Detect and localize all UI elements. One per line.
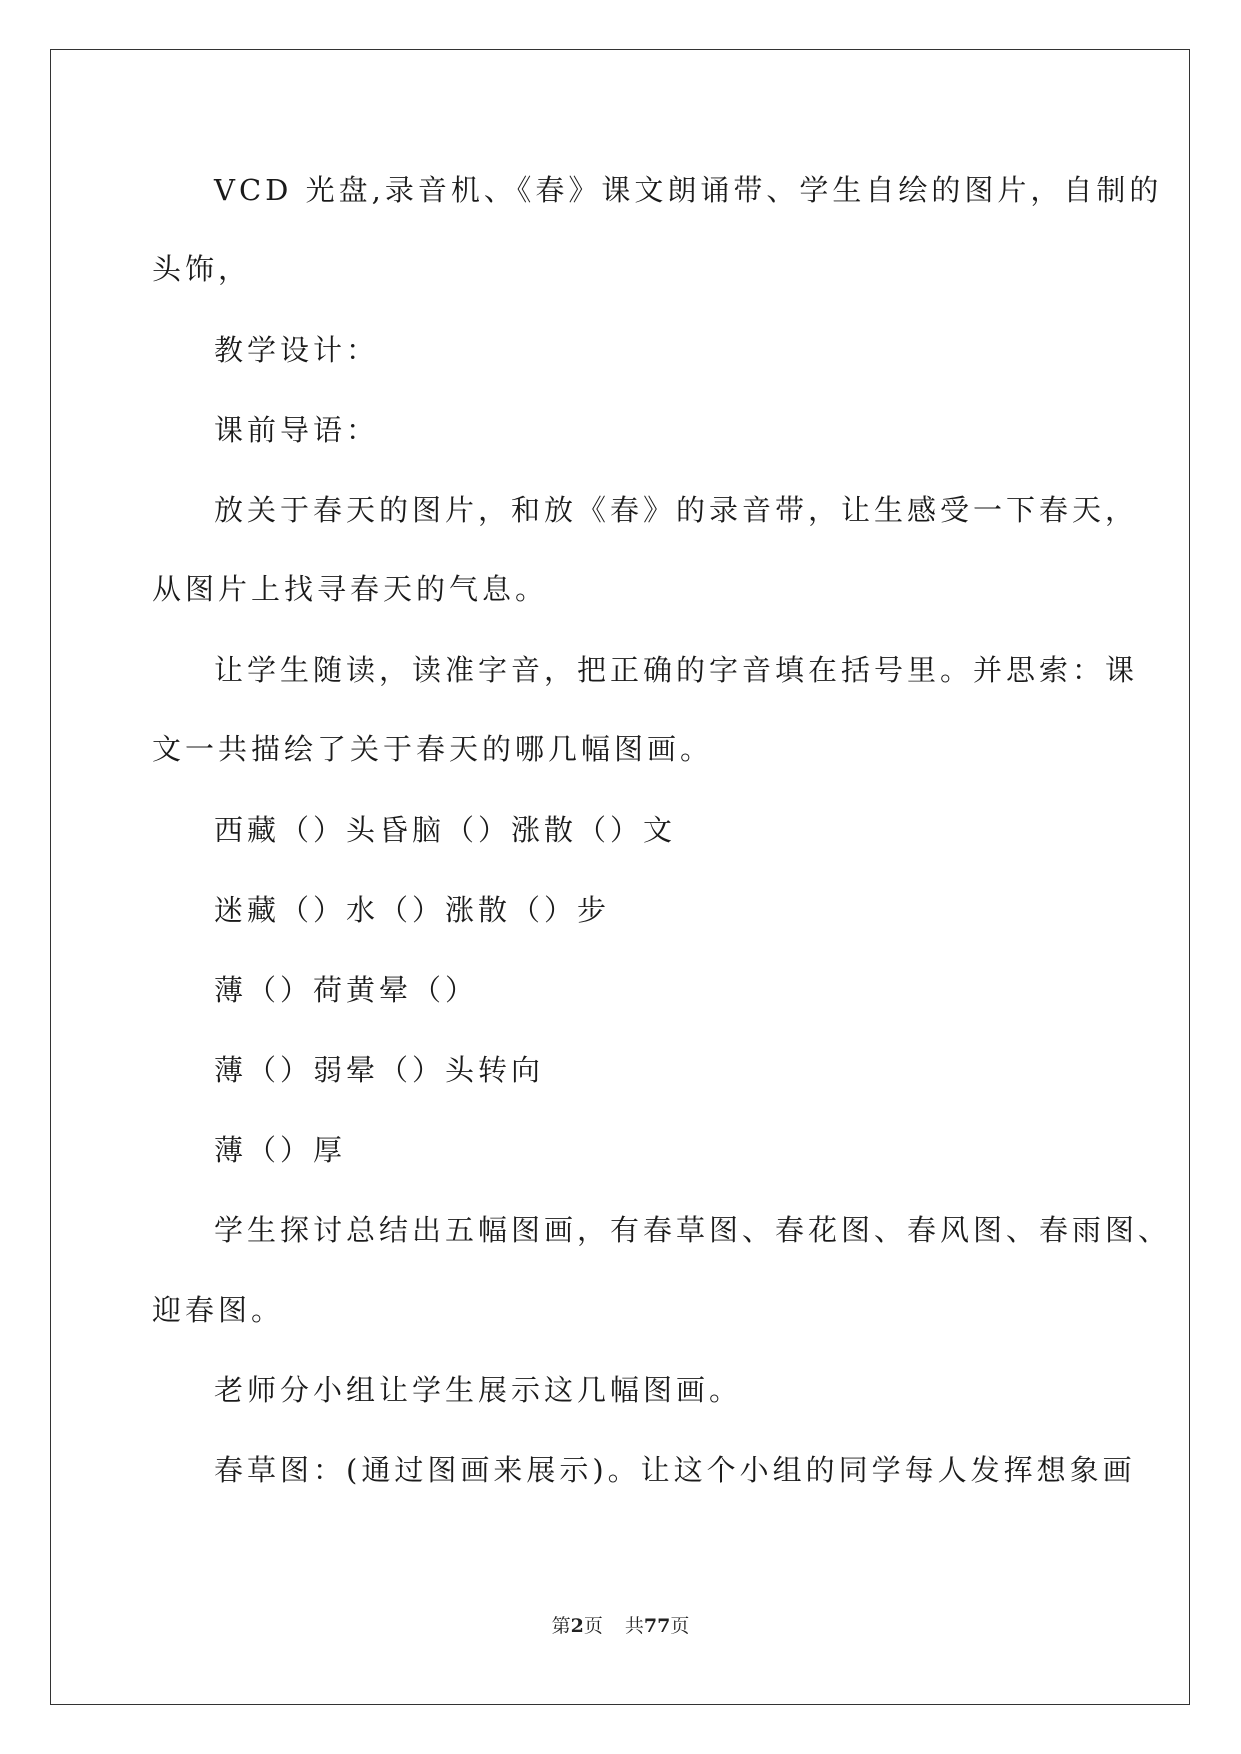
- text-line: 让学生随读，读准字音，把正确的字音填在括号里。并思索：课: [214, 653, 1139, 687]
- text-line: 薄（）荷黄晕（）: [214, 973, 479, 1007]
- page-number: 2: [570, 1615, 584, 1637]
- text-line: 西藏（）头昏脑（）涨散（）文: [214, 813, 677, 847]
- footer-page-suffix: 页: [583, 1615, 603, 1637]
- text-line: 课前导语：: [214, 413, 380, 447]
- text-line: 迷藏（）水（）涨散（）步: [214, 893, 611, 927]
- footer-total-suffix: 页: [670, 1615, 690, 1637]
- text-line: 老师分小组让学生展示这几幅图画。: [214, 1373, 743, 1407]
- footer-total-prefix: 共: [624, 1615, 644, 1637]
- text-line: 薄（）弱晕（）头转向: [214, 1053, 545, 1087]
- text-line: VCD 光盘,录音机、《春》课文朗诵带、学生自绘的图片，自制的: [214, 173, 1163, 207]
- footer-prefix: 第: [551, 1615, 571, 1637]
- text-line: 文一共描绘了关于春天的哪几幅图画。: [152, 732, 714, 766]
- total-pages: 77: [643, 1615, 671, 1637]
- text-line: 薄（）厚: [214, 1133, 347, 1167]
- text-line: 放关于春天的图片，和放《春》的录音带，让生感受一下春天，: [214, 493, 1139, 527]
- text-line: 教学设计：: [214, 333, 380, 367]
- text-line: 迎春图。: [152, 1293, 285, 1327]
- text-line: 春草图：(通过图画来展示)。让这个小组的同学每人发挥想象画: [214, 1453, 1136, 1487]
- text-line: 头饰，: [152, 252, 252, 286]
- page-footer: [0, 1614, 1241, 1638]
- text-line: 从图片上找寻春天的气息。: [152, 572, 549, 606]
- text-line: 学生探讨总结出五幅图画，有春草图、春花图、春风图、春雨图、: [214, 1213, 1172, 1247]
